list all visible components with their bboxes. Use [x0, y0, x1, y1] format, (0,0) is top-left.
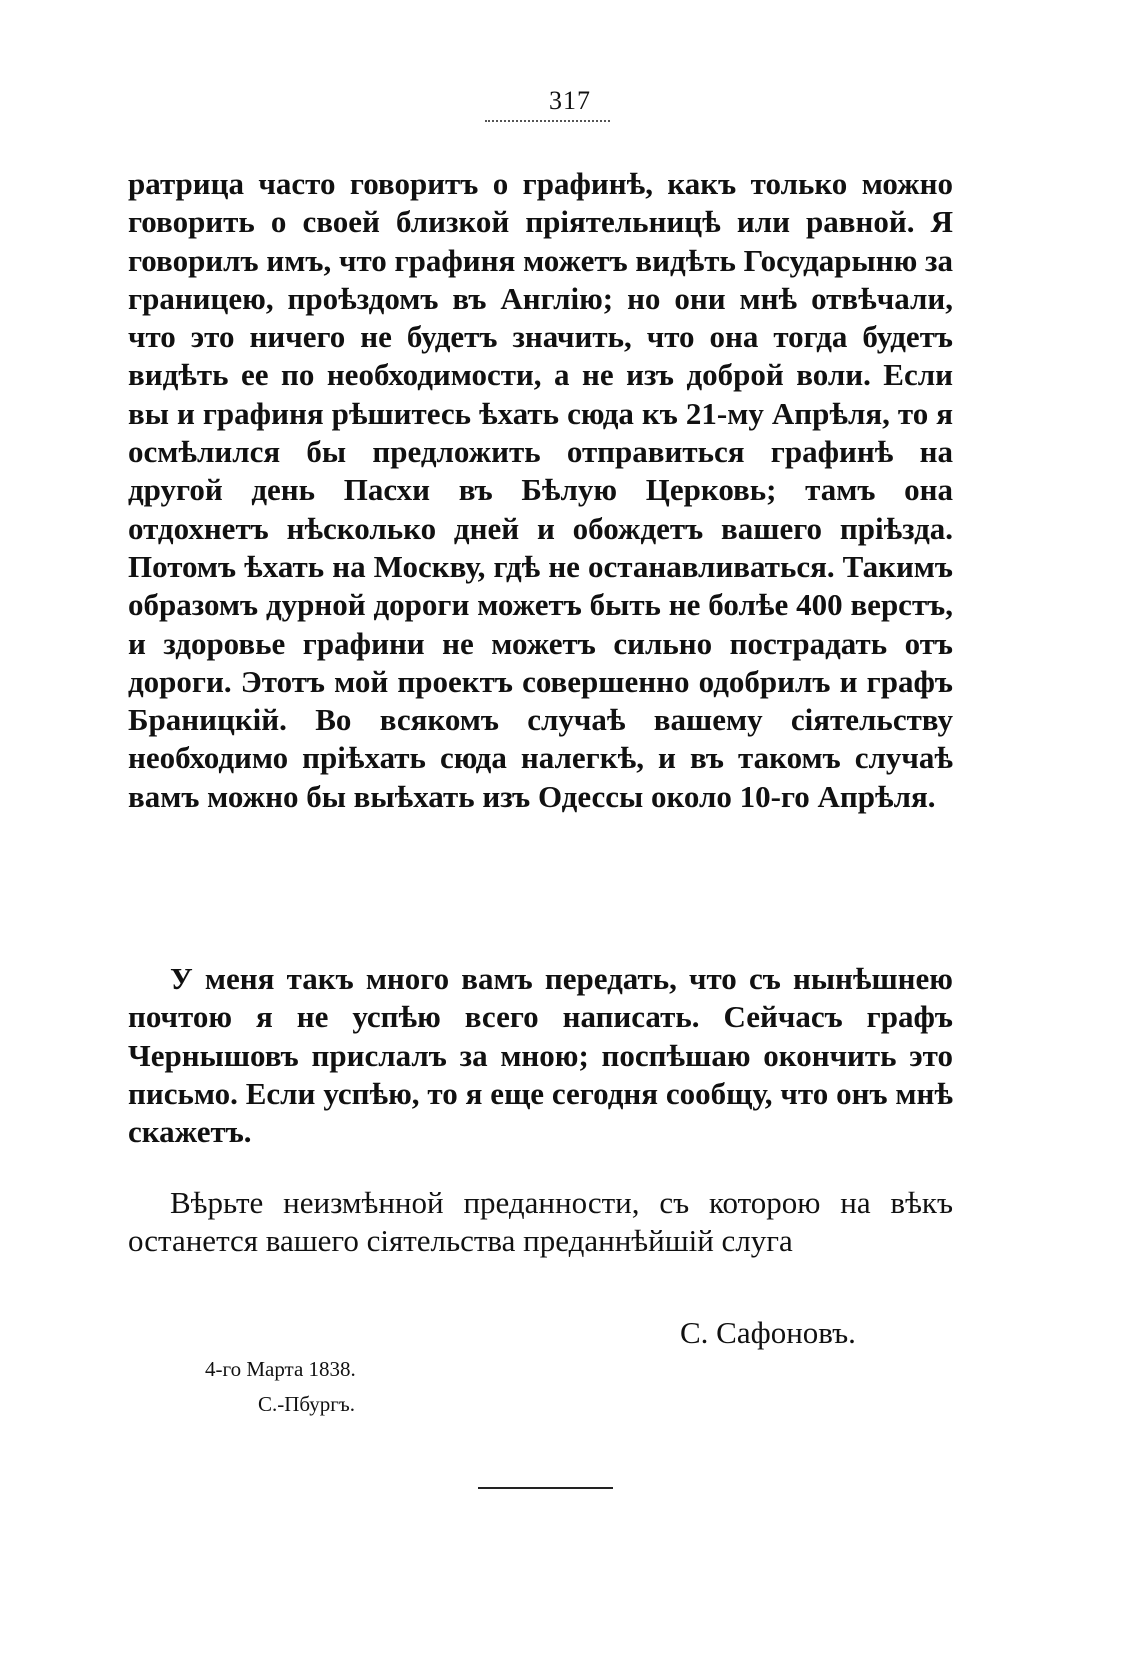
page-number: 317 — [549, 86, 591, 115]
paragraph-2-block — [128, 960, 953, 1151]
closing-paragraph-block — [128, 1184, 953, 1261]
page-number-ornament — [485, 120, 610, 122]
paragraph-1-block — [128, 165, 953, 816]
closing-paragraph: Вѣрьте неизмѣнной преданности, съ которою на вѣкъ останется вашего сіятельства преданнѣйшій слуга — [128, 1185, 953, 1259]
signature: С. Сафоновъ. — [680, 1315, 856, 1350]
paragraph-1: ратрица часто говоритъ о графинѣ, какъ только можно говорить о своей близкой пріятельницѣ или равной. Я говорилъ имъ, что графиня можетъ видѣть Государыню за границею, проѣздомъ въ Англію; но они мнѣ отвѣчали, что это ничего не будетъ значить, что она тогда будетъ видѣть ее по необходимости, а не изъ доброй воли. Если вы и графиня рѣшитесь ѣхать сюда къ 21-му Апрѣля, то я осмѣлился бы предложить отправиться графинѣ на другой день Пасхи въ Бѣлую Церковь; тамъ она отдохнетъ нѣсколько дней и обождетъ вашего пріѣзда. Потомъ ѣхать на Москву, гдѣ не останавливаться. Такимъ образомъ дурной дороги можетъ быть не болѣе 400 верстъ, и здоровье графини не можетъ сильно пострадать отъ дороги. Этотъ мой проектъ совершенно одобрилъ и графъ Браницкій. Во всякомъ случаѣ вашему сіятельству необходимо пріѣхать сюда налегкѣ, и въ такомъ случаѣ вамъ можно бы выѣхать изъ Одессы около 10-го Апрѣля. — [128, 166, 953, 814]
letter-place: С.-Пбургъ. — [258, 1392, 356, 1416]
letter-date: 4-го Марта 1838. — [205, 1357, 356, 1381]
end-rule — [478, 1487, 613, 1489]
paragraph-2: У меня такъ много вамъ передать, что съ нынѣшнею почтою я не успѣю всего написать. Сейчасъ графъ Чернышовъ прислалъ за мною; поспѣшаю окончить это письмо. Если успѣю, то я еще сегодня сообщу, что онъ мнѣ скажетъ. — [128, 961, 953, 1150]
